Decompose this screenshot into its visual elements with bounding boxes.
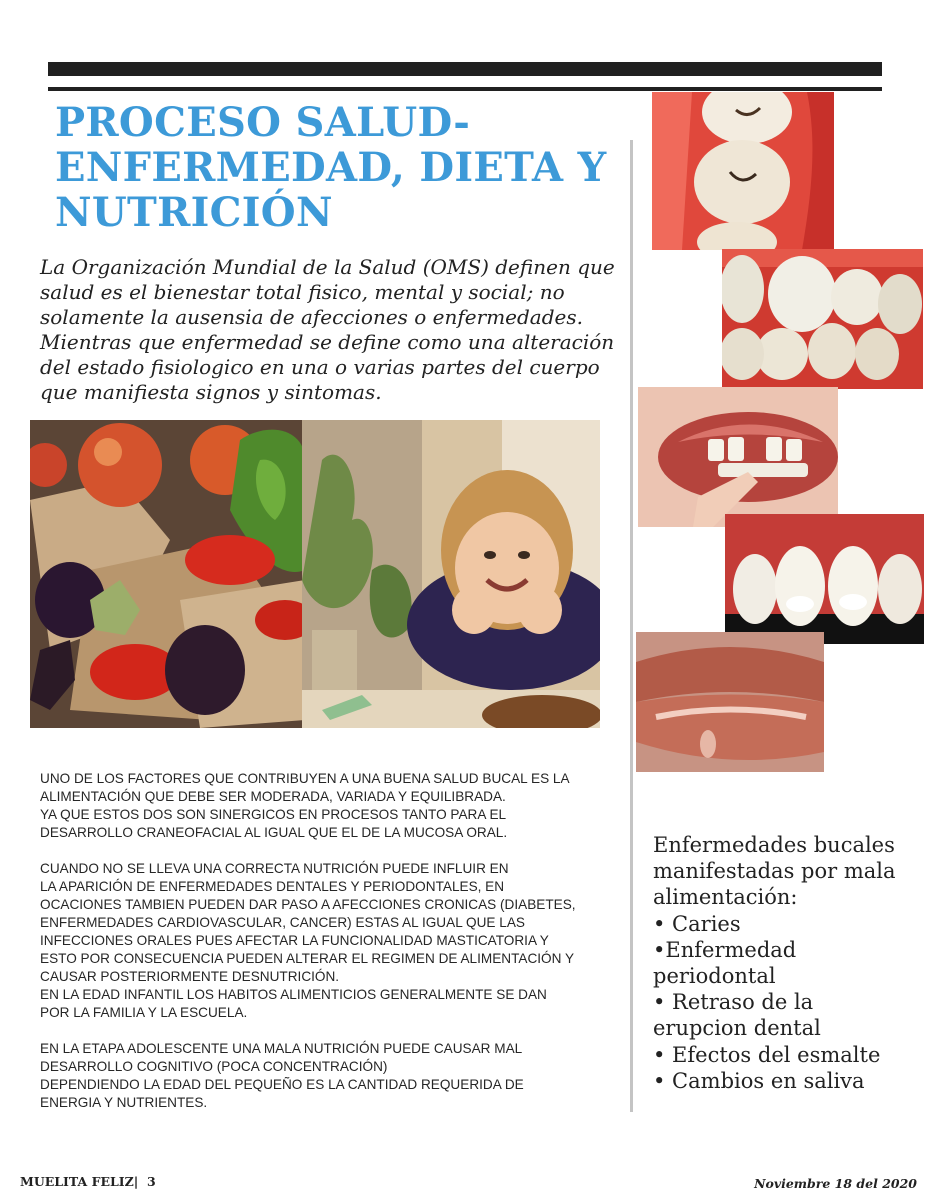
header-rule-thick [48,62,882,76]
body-text [40,770,620,1130]
title-line: ENFERMEDAD, DIETA Y [55,144,607,191]
body-line: OCACIONES TAMBIEN PUEDEN DAR PASO A AFECCIONES CRONICAS (DIABETES, [40,897,576,912]
body-line: ENFERMEDADES CARDIOVASCULAR, CANCER) ESTAS AL IGUAL QUE LAS [40,915,525,930]
body-line: CUANDO NO SE LLEVA UNA CORRECTA NUTRICIÓN PUEDE INFLUIR EN [40,861,509,876]
page-number: 3 [147,1174,156,1189]
body-line: DESARROLLO CRANEOFACIAL AL IGUAL QUE EL DE LA MUCOSA ORAL. [40,825,508,840]
body-paragraph-1 [40,770,620,842]
body-line: INFECCIONES ORALES PUES AFECTAR LA FUNCIONALIDAD MASTICATORIA Y [40,933,549,948]
footer-date: Noviembre 18 del 2020 [754,1176,917,1191]
body-line: YA QUE ESTOS DOS SON SINERGICOS EN PROCESOS TANTO PARA EL [40,807,507,822]
sidebar-list [653,911,923,1094]
body-line: POR LA FAMILIA Y LA ESCUELA. [40,1005,248,1020]
body-paragraph-3 [40,1040,620,1112]
sidebar-title-line: alimentación: [653,885,798,910]
sidebar-title-line: Enfermedades bucales [653,833,895,857]
title-line: PROCESO SALUD- [55,99,471,146]
footer-separator: | [133,1174,139,1189]
title-line: NUTRICIÓN [55,189,333,236]
header-rule-thin [48,87,882,91]
body-paragraph-2 [40,860,620,1022]
body-line: CAUSAR POSTERIORMENTE DESNUTRICIÓN. [40,969,340,984]
sidebar-box [653,832,923,1094]
enamel-spots-photo [725,514,924,644]
vegetables-photo [30,420,305,728]
body-line: EN LA ETAPA ADOLESCENTE UNA MALA NUTRICIÓN PUEDE CAUSAR MAL [40,1041,523,1056]
list-item: •Enfermedad [653,937,797,962]
body-line: DEPENDIENDO LA EDAD DEL PEQUEÑO ES LA CANTIDAD REQUERIDA DE [40,1077,524,1092]
body-line: ALIMENTACIÓN QUE DEBE SER MODERADA, VARIADA Y EQUILIBRADA. [40,789,506,804]
caries-teeth-photo [652,92,834,250]
body-line: DESARROLLO COGNITIVO (POCA CONCENTRACIÓN) [40,1059,388,1074]
list-item: • Cambios en saliva [653,1068,865,1093]
magazine-name: MUELITA FELIZ [20,1174,134,1189]
column-divider [630,140,633,1112]
sidebar-title-line: manifestadas por mala [653,859,896,884]
list-item: • Retraso de la [653,990,814,1015]
child-teeth-photo [638,387,838,527]
periodontal-gums-photo [722,249,923,389]
page-title [55,100,615,235]
smiling-child-photo [302,420,600,728]
body-line: ESTO POR CONSECUENCIA PUEDEN ALTERAR EL REGIMEN DE ALIMENTACIÓN Y [40,951,575,966]
sidebar-title [653,832,923,911]
list-item: • Efectos del esmalte [653,1042,881,1067]
intro-paragraph: La Organización Mundial de la Salud (OMS) definen que salud es el bienestar total fisico, mental y social; no solamente la ausensia de afecciones o enfermedades. Mientras que enfermedad se define como una alteración del estado fisiologico en una o varias partes del cuerpo que manifiesta signos y sintomas. [40,255,615,404]
list-item: erupcion dental [653,1016,821,1041]
list-item: periodontal [653,964,776,989]
lip-saliva-photo [636,632,824,772]
body-line: ENERGIA Y NUTRIENTES. [40,1095,208,1110]
body-line: LA APARICIÓN DE ENFERMEDADES DENTALES Y PERIODONTALES, EN [40,879,505,894]
list-item: • Caries [653,911,741,936]
body-line: UNO DE LOS FACTORES QUE CONTRIBUYEN A UNA BUENA SALUD BUCAL ES LA [40,771,570,786]
footer-left [20,1174,156,1189]
body-line: EN LA EDAD INFANTIL LOS HABITOS ALIMENTICIOS GENERALMENTE SE DAN [40,987,547,1002]
